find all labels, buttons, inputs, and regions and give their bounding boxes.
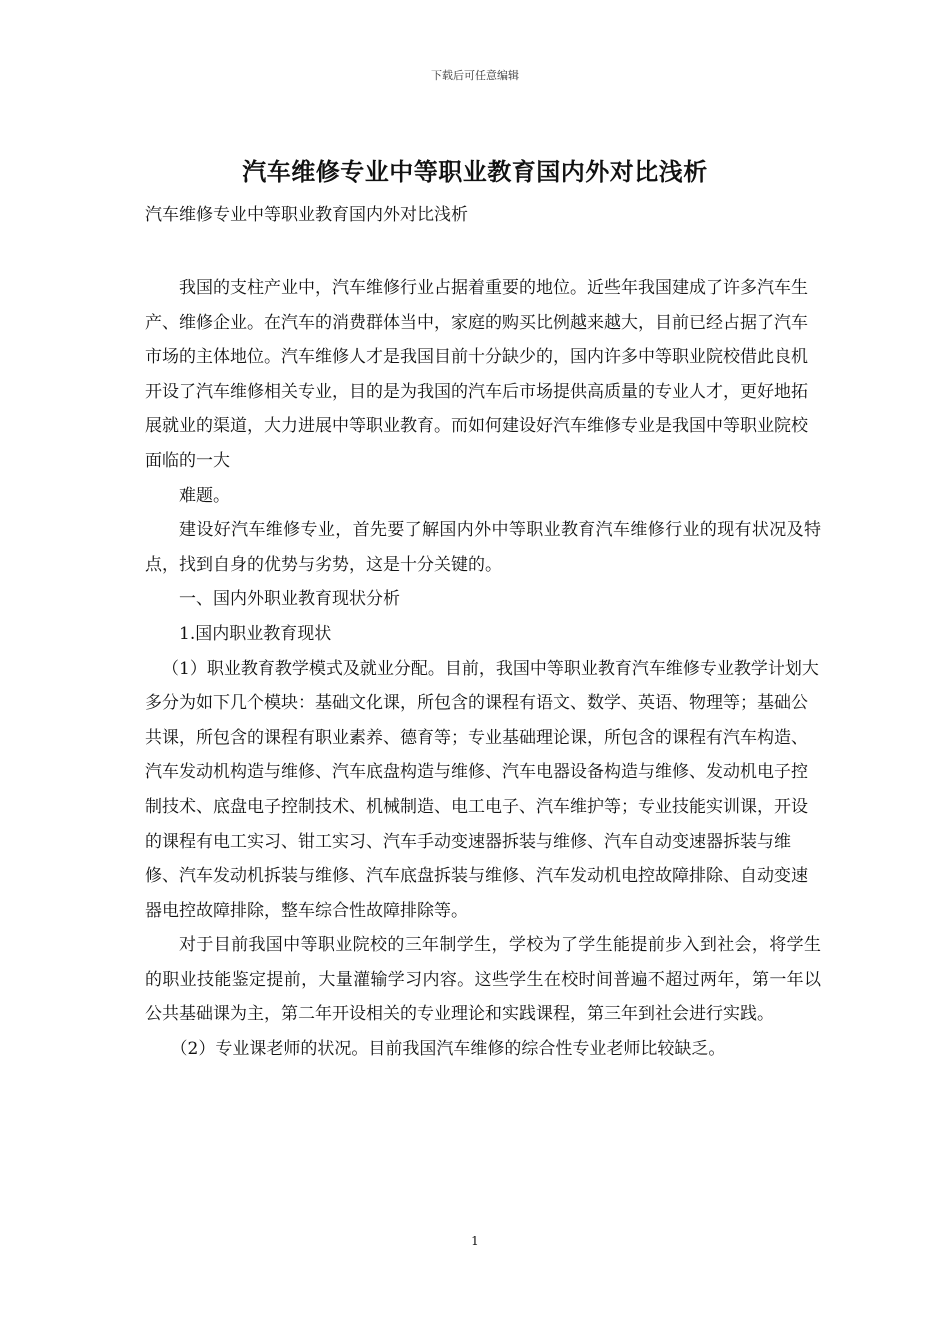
document-title: 汽车维修专业中等职业教育国内外对比浅析 [242,157,708,186]
paragraph-key-point: 建设好汽车维修专业，首先要了解国内外中等职业教育汽车维修行业的现有状况及特点，找到自身的优势与劣势，这是十分关键的。 [145,520,821,575]
paragraph-continuation: 难题。 [179,485,230,506]
paragraph-intro: 我国的支柱产业中，汽车维修行业占据着重要的地位。近些年我国建成了许多汽车生产、维修企业。在汽车的消费群体当中，家庭的购买比例越来越大，目前已经占据了汽车市场的主体地位。汽车维修人才是我国目前十分缺少的，国内许多中等职业院校借此良机开设了汽车维修相关专业，目的是为我国的汽车后市场提供高质量的专业人才，更好地拓展就业的渠道，大力进展中等职业教育。而如何建设好汽车维修专业是我国中等职业院校面临的一大 [145,278,808,471]
page-header-note: 下载后可任意编辑 [431,69,519,82]
subsection-heading: 1.国内职业教育现状 [179,623,332,644]
section-heading: 一、国内外职业教育现状分析 [179,589,400,610]
page-number: 1 [471,1234,479,1248]
document-body [145,271,821,1067]
document-subtitle: 汽车维修专业中等职业教育国内外对比浅析 [145,205,468,225]
paragraph-three-year-students: 对于目前我国中等职业院校的三年制学生，学校为了学生能提前步入到社会，将学生的职业技能鉴定提前，大量灌输学习内容。这些学生在校时间普遍不超过两年，第一年以公共基础课为主，第二年开设相关的专业理论和实践课程，第三年到社会进行实践。 [145,935,821,1025]
paragraph-teachers: （2）专业课老师的状况。目前我国汽车维修的综合性专业老师比较缺乏。 [170,1039,726,1060]
paragraph-teaching-model: （1）职业教育教学模式及就业分配。目前，我国中等职业教育汽车维修专业教学计划大多分为如下几个模块：基础文化课，所包含的课程有语文、数学、英语、物理等；基础公共课，所包含的课程有职业素养、德育等；专业基础理论课，所包含的课程有汽车构造、汽车发动机构造与维修、汽车底盘构造与维修、汽车电器设备构造与维修、发动机电子控制技术、底盘电子控制技术、机械制造、电工电子、汽车维护等；专业技能实训课，开设的课程有电工实习、钳工实习、汽车手动变速器拆装与维修、汽车自动变速器拆装与维修、汽车发动机拆装与维修、汽车底盘拆装与维修、汽车发动机电控故障排除、自动变速器电控故障排除，整车综合性故障排除等。 [145,658,819,921]
